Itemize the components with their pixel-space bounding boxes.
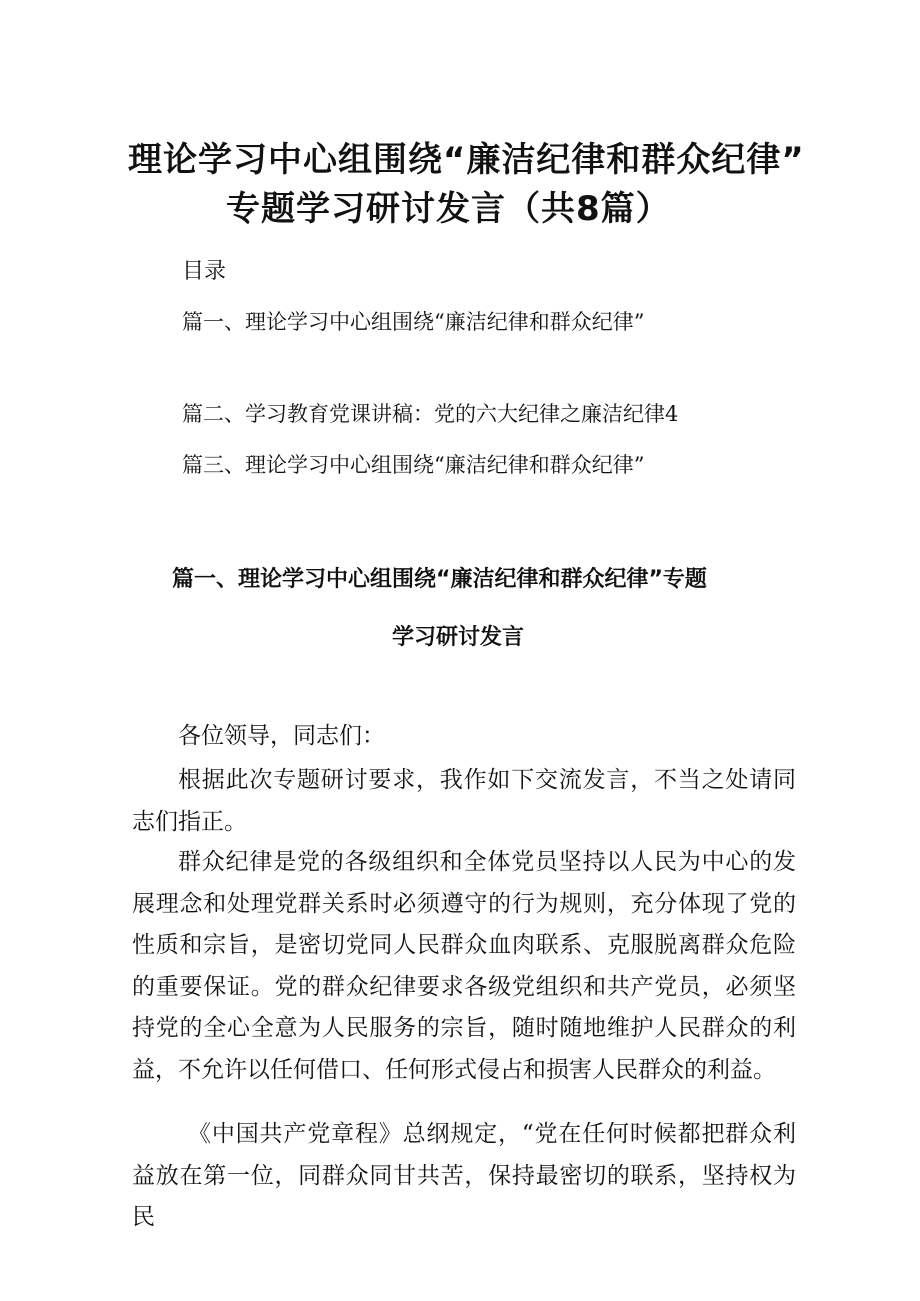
section-heading-line-2: 学习研讨发言 <box>392 625 525 650</box>
document-title-line-1: 理论学习中心组围绕“廉洁纪律和群众纪律” <box>128 140 805 180</box>
salutation-text: 各位领导，同志们： <box>178 723 385 749</box>
paragraph-text: 根据此次专题研讨要求，我作如下交流发言，不当之处请同志们指正。 <box>132 767 796 835</box>
document-title-line-2: 专题学习研讨发言（共8篇） <box>226 189 671 229</box>
toc-item-1[interactable]: 篇一、理论学习中心组围绕“廉洁纪律和群众纪律” <box>182 310 645 334</box>
paragraph-text: 《中国共产党章程》总纲规定，“党在任何时候都把群众利益放在第一位，同群众同甘共苦，保持最密切的联系，坚持权为民 <box>132 1121 796 1230</box>
toc-item-2[interactable]: 篇二、学习教育党课讲稿：党的六大纪律之廉洁纪律4 <box>182 402 679 426</box>
section-heading-line-1: 篇一、理论学习中心组围绕“廉洁纪律和群众纪律”专题 <box>172 567 707 592</box>
paragraph-text: 群众纪律是党的各级组织和全体党员坚持以人民为中心的发展理念和处理党群关系时必须遵守的行为规则，充分体现了党的性质和宗旨，是密切党同人民群众血肉联系、克服脱离群众危险的重要保证。党的群众纪律要求各级党组织和共产党员，必须坚持党的全心全意为人民服务的宗旨，随时随地维护人民群众的利益，不允许以任何借口、任何形式侵占和损害人民群众的利益。 <box>132 849 796 1083</box>
body-paragraph-1 <box>132 760 796 843</box>
body-paragraph-2 <box>132 842 796 1091</box>
toc-heading: 目录 <box>182 259 227 284</box>
toc-item-3[interactable]: 篇三、理论学习中心组围绕“廉洁纪律和群众纪律” <box>182 453 645 477</box>
salutation <box>132 716 796 758</box>
body-paragraph-3 <box>132 1114 796 1239</box>
